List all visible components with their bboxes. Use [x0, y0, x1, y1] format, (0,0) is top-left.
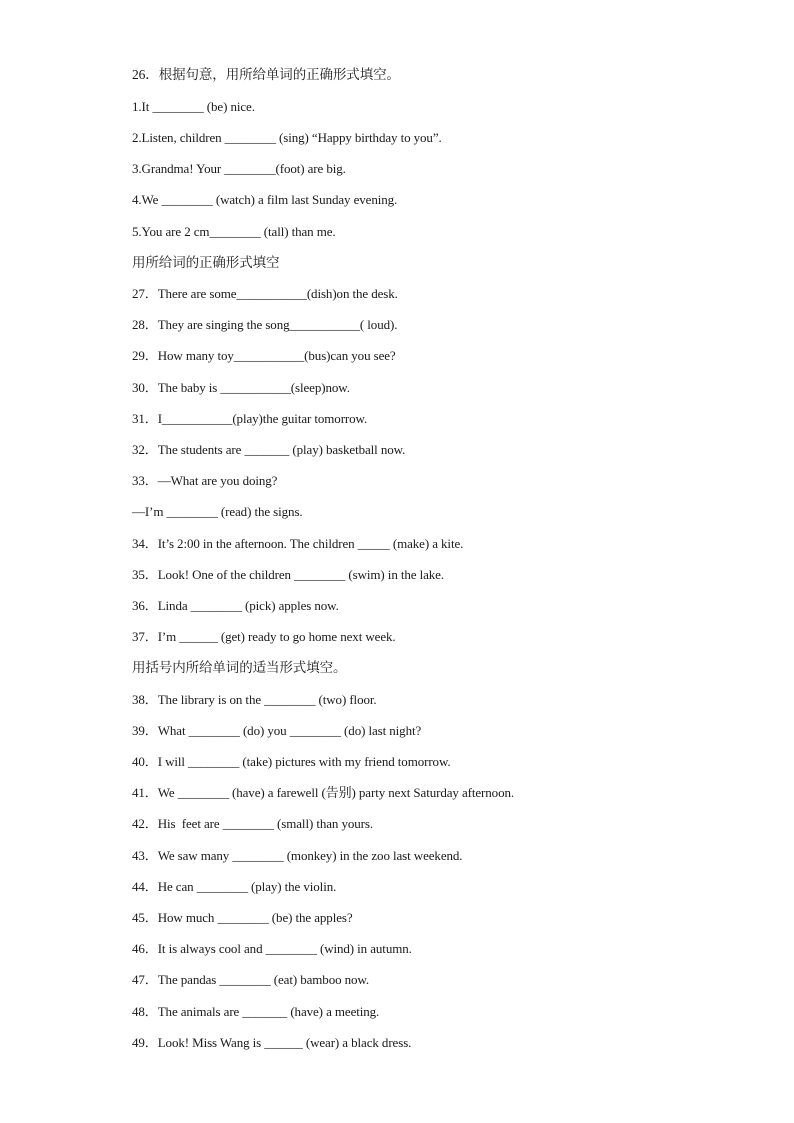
question-26-5: 5.You are 2 cm________ (tall) than me. [132, 224, 336, 239]
question-44: 44．He can ________ (play) the violin. [132, 879, 337, 894]
question-37: 37．I’m ______ (get) ready to go home next week. [132, 629, 396, 644]
question-26-2: 2.Listen, children ________ (sing) “Happy birthday to you”. [132, 130, 442, 145]
question-29: 29．How many toy___________(bus)can you see? [132, 348, 396, 363]
question-33: 33．—What are you doing? [132, 473, 278, 488]
question-40: 40．I will ________ (take) pictures with my friend tomorrow. [132, 754, 451, 769]
question-26-3: 3.Grandma! Your ________(foot) are big. [132, 161, 346, 176]
section-heading-q38: 用括号内所给单词的适当形式填空。 [132, 660, 347, 675]
question-26-4: 4.We ________ (watch) a film last Sunday evening. [132, 192, 398, 207]
question-30: 30．The baby is ___________(sleep)now. [132, 380, 350, 395]
question-42: 42．His feet are ________ (small) than yours. [132, 816, 374, 831]
question-49: 49．Look! Miss Wang is ______ (wear) a black dress. [132, 1035, 412, 1050]
question-35: 35．Look! One of the children ________ (swim) in the lake. [132, 567, 445, 582]
question-38: 38．The library is on the ________ (two) floor. [132, 692, 377, 707]
question-26-1: 1.It ________ (be) nice. [132, 99, 255, 114]
question-43: 43．We saw many ________ (monkey) in the zoo last weekend. [132, 848, 463, 863]
question-46: 46．It is always cool and ________ (wind) in autumn. [132, 941, 412, 956]
question-39: 39．What ________ (do) you ________ (do) last night? [132, 723, 422, 738]
question-47: 47．The pandas ________ (eat) bamboo now. [132, 972, 370, 987]
question-36: 36．Linda ________ (pick) apples now. [132, 598, 339, 613]
section-heading-q26: 26．根据句意，用所给单词的正确形式填空。 [132, 67, 400, 82]
question-34: 34．It’s 2:00 in the afternoon. The children _____ (make) a kite. [132, 536, 464, 551]
question-32: 32．The students are _______ (play) basketball now. [132, 442, 406, 457]
question-28: 28．They are singing the song___________( loud). [132, 317, 398, 332]
question-27: 27．There are some___________(dish)on the desk. [132, 286, 398, 301]
question-31: 31．I___________(play)the guitar tomorrow. [132, 411, 368, 426]
question-45: 45．How much ________ (be) the apples? [132, 910, 353, 925]
section-heading-q27: 用所给词的正确形式填空 [132, 255, 280, 270]
question-33-answer: —I’m ________ (read) the signs. [132, 504, 303, 519]
question-41: 41．We ________ (have) a farewell (告别) party next Saturday afternoon. [132, 785, 515, 800]
question-48: 48．The animals are _______ (have) a meeting. [132, 1004, 380, 1019]
